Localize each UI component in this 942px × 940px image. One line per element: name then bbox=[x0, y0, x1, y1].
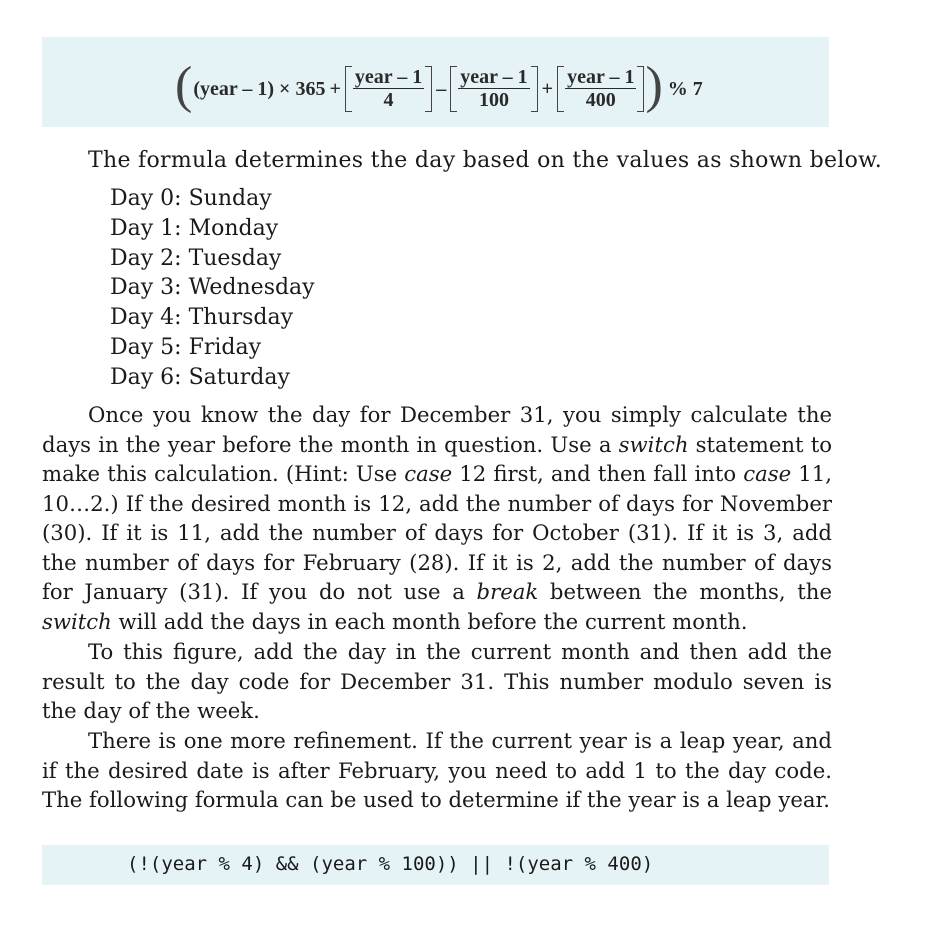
paragraph-leap-year: There is one more refinement. If the current year is a leap year, and if the desired date is after February, you need to add 1 to the day code. The following formula can be used to determine if the year is a leap year. bbox=[42, 728, 832, 812]
denominator: 400 bbox=[585, 89, 616, 111]
denominator: 4 bbox=[383, 89, 394, 111]
leap-year-code: (!(year % 4) && (year % 100)) || !(year % 400) bbox=[127, 853, 654, 875]
code-box bbox=[42, 845, 829, 885]
paragraph-day-of-week: To this figure, add the day in the current month and then add the result to the day code for December 31. This number modulo seven is the day of the week. bbox=[42, 639, 832, 723]
plus-operator: + bbox=[541, 77, 554, 100]
denominator: 100 bbox=[478, 89, 509, 111]
paragraph-switch-explanation: Once you know the day for December 31, you simply calculate the days in the year before the month in question. Use a switch statement to make this calculation. (Hint: Use case 12 first, and then fall into case 11, 10…2.) If the desired month is 12, add the number of days for November (30). If it is 11, add the number of days for October (31). If it is 3, add the number of days for February (28). If it is 2, add the number of days for January (31). If you do not use a break between the months, the switch will add the days in each month before the current month. bbox=[42, 402, 833, 634]
list-item: Day 4: Thursday bbox=[110, 305, 294, 331]
keyword-switch: switch bbox=[42, 608, 112, 634]
keyword-break: break bbox=[476, 579, 539, 604]
numerator: year – 1 bbox=[567, 66, 635, 88]
close-paren: ) bbox=[645, 57, 663, 114]
floor-term-4 bbox=[345, 66, 432, 112]
formula-explanation: The formula determines the day based on the values as shown below. bbox=[88, 148, 882, 173]
keyword-case: case bbox=[404, 461, 453, 486]
floor-term-400 bbox=[557, 66, 644, 112]
numerator: year – 1 bbox=[354, 66, 423, 88]
minus-operator: – bbox=[436, 77, 447, 100]
numerator: year – 1 bbox=[460, 66, 528, 88]
open-paren: ( bbox=[175, 57, 193, 114]
list-item: Day 6: Saturday bbox=[110, 364, 290, 390]
day-code-formula bbox=[174, 59, 707, 119]
formula-term-days: (year – 1) × 365 bbox=[193, 77, 326, 100]
keyword-case: case bbox=[743, 461, 792, 486]
keyword-switch: switch bbox=[618, 431, 689, 457]
list-item: Day 5: Friday bbox=[110, 334, 262, 360]
day-code-list bbox=[110, 184, 315, 393]
plus-operator: + bbox=[329, 77, 341, 100]
modulo-term: % 7 bbox=[667, 77, 703, 100]
list-item: Day 1: Monday bbox=[110, 215, 279, 241]
list-item: Day 3: Wednesday bbox=[110, 275, 315, 301]
formula-box bbox=[42, 37, 829, 127]
list-item: Day 2: Tuesday bbox=[110, 245, 282, 271]
list-item: Day 0: Sunday bbox=[110, 186, 272, 211]
floor-term-100 bbox=[450, 66, 537, 112]
